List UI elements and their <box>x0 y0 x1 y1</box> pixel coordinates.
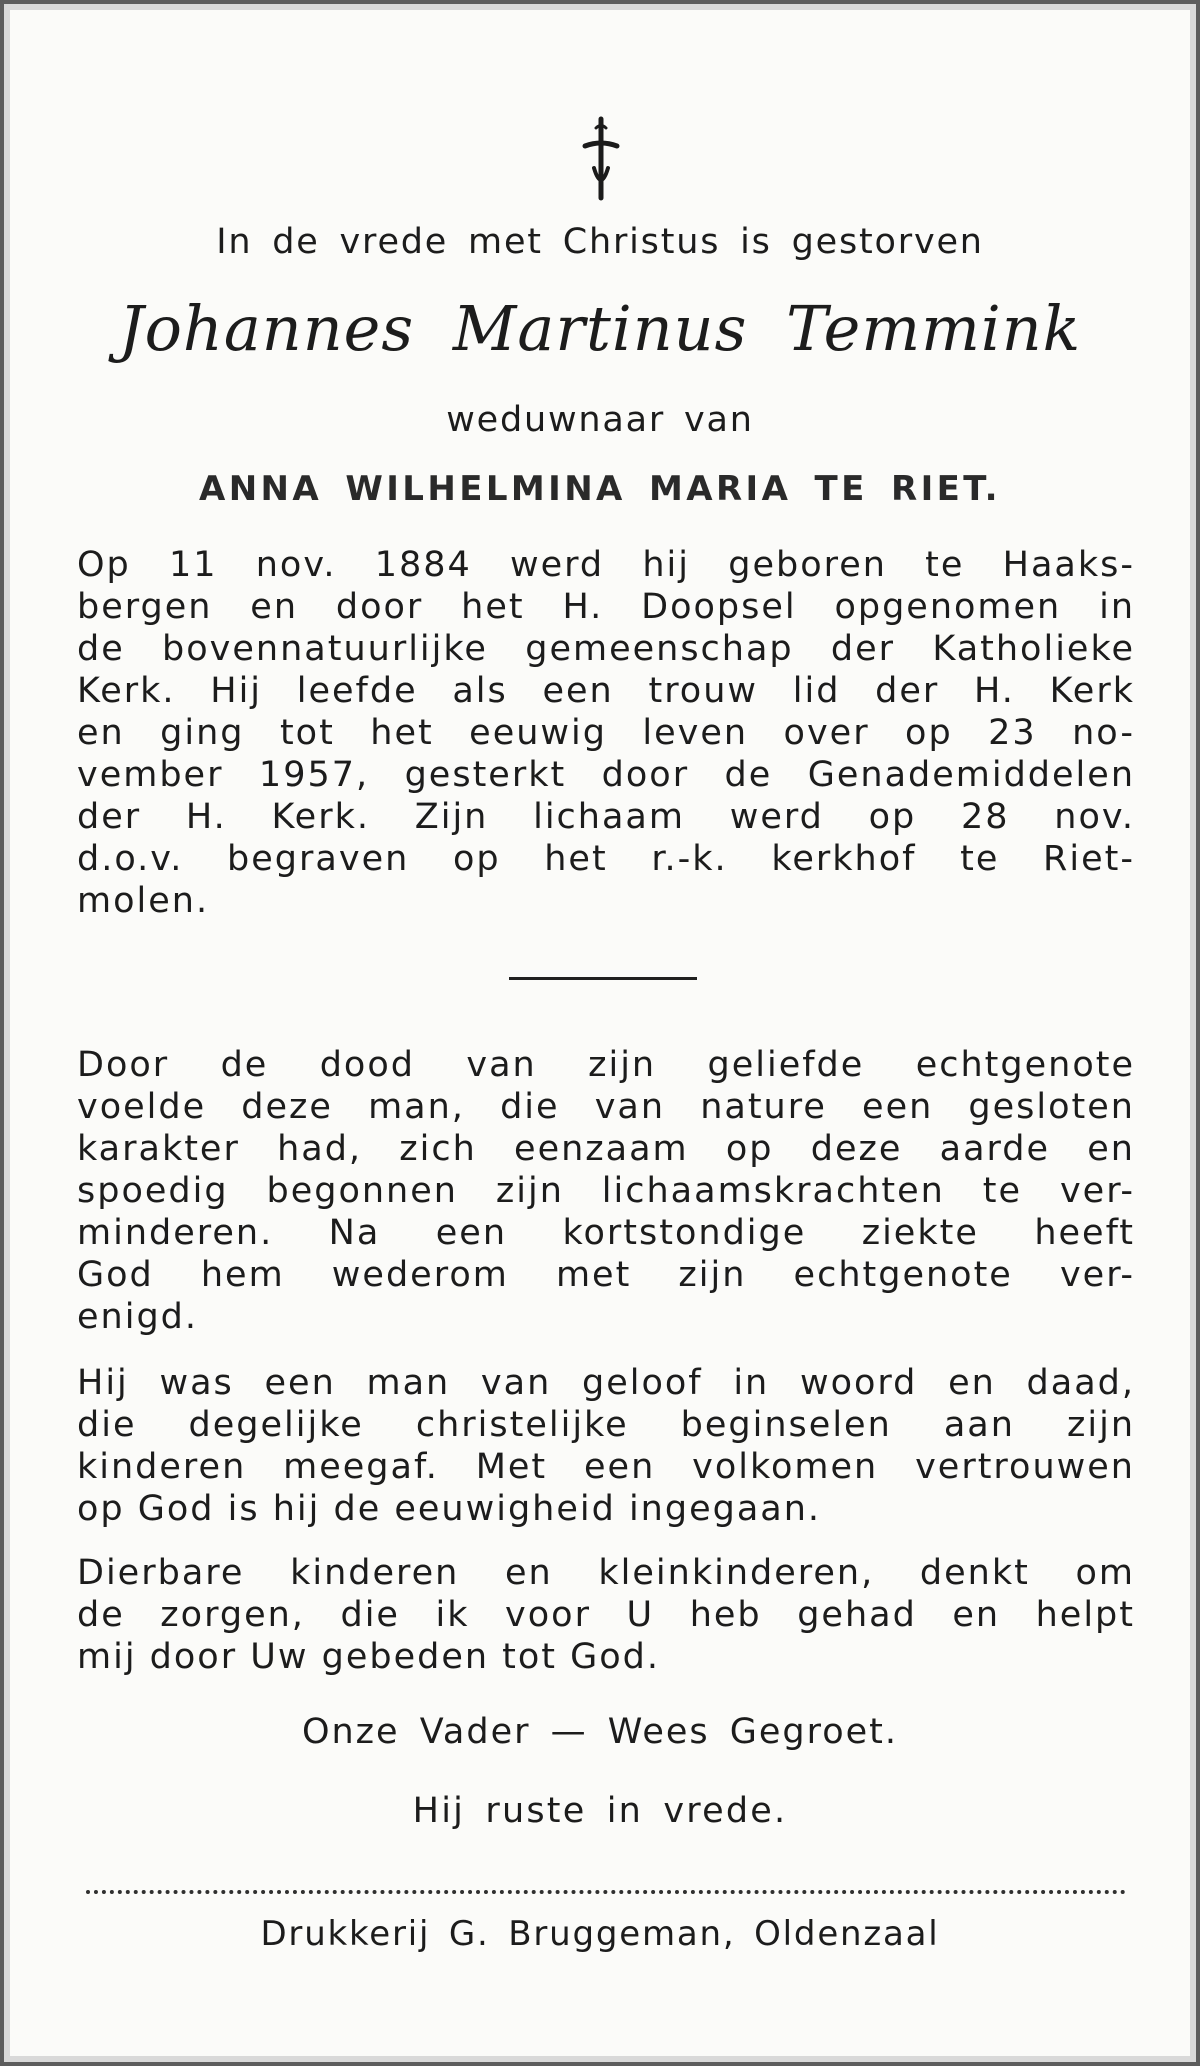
biography-line: Kerk. Hij leefde als een trouw lid der H. Kerk <box>77 671 1135 711</box>
biography-line: d.o.v. begraven op het r.-k. kerkhof te Riet- <box>77 839 1135 879</box>
printer-credit: Drukkerij G. Bruggeman, Oldenzaal <box>260 1914 940 1954</box>
paragraph-line: Dierbare kinderen en kleinkinderen, denkt om <box>77 1553 1135 1593</box>
biography-line: Op 11 nov. 1884 werd hij geboren te Haaks- <box>77 545 1135 585</box>
spouse-name: ANNA WILHELMINA MARIA TE RIET. <box>198 469 1001 509</box>
paragraph-line: Hij was een man van geloof in woord en daad, <box>77 1363 1135 1403</box>
paragraph-line: voelde deze man, die van nature een gesloten <box>77 1087 1135 1127</box>
paragraph-line: mij door Uw gebeden tot God. <box>77 1637 661 1677</box>
paragraph-line: die degelijke christelijke beginselen aan zijn <box>77 1405 1135 1445</box>
closing-line: Hij ruste in vrede. <box>412 1791 788 1831</box>
faith-paragraph <box>77 1362 1135 1530</box>
paragraph-line: God hem wederom met zijn echtgenote ver- <box>77 1255 1135 1295</box>
biography-line: der H. Kerk. Zijn lichaam werd op 28 nov. <box>77 797 1135 837</box>
paragraph-line: minderen. Na een kortstondige ziekte heeft <box>77 1213 1135 1253</box>
paragraph-line: op God is hij de eeuwigheid ingegaan. <box>77 1489 822 1529</box>
paragraph-line: de zorgen, die ik voor U heb gehad en helpt <box>77 1595 1135 1635</box>
biography-line: bergen en door het H. Doopsel opgenomen in <box>77 587 1135 627</box>
paragraph-line: enigd. <box>77 1297 198 1337</box>
biography-line: de bovennatuurlijke gemeenschap der Katholieke <box>77 629 1135 669</box>
family-paragraph <box>77 1552 1135 1678</box>
dotted-divider <box>86 1890 1126 1894</box>
prayer-line: Onze Vader — Wees Gegroet. <box>301 1712 899 1752</box>
paragraph-line: spoedig begonnen zijn lichaamskrachten te ver- <box>77 1171 1135 1211</box>
paragraph-line: kinderen meegaf. Met een volkomen vertrouwen <box>77 1447 1135 1487</box>
reflection-paragraph <box>77 1044 1135 1338</box>
biography-line: molen. <box>77 881 210 921</box>
deceased-name: Johannes Martinus Temmink <box>118 292 1082 365</box>
death-announcement: In de vrede met Christus is gestorven <box>216 222 984 262</box>
biography-line: vember 1957, gesterkt door de Genademiddelen <box>77 755 1135 795</box>
relationship-text: weduwnaar van <box>446 400 754 440</box>
cross-icon <box>580 116 622 201</box>
paragraph-line: karakter had, zich eenzaam op deze aarde en <box>77 1129 1135 1169</box>
paragraph-line: Door de dood van zijn geliefde echtgenote <box>77 1045 1135 1085</box>
biography-paragraph <box>77 544 1135 922</box>
biography-line: en ging tot het eeuwig leven over op 23 no- <box>77 713 1135 753</box>
section-divider <box>509 977 697 980</box>
